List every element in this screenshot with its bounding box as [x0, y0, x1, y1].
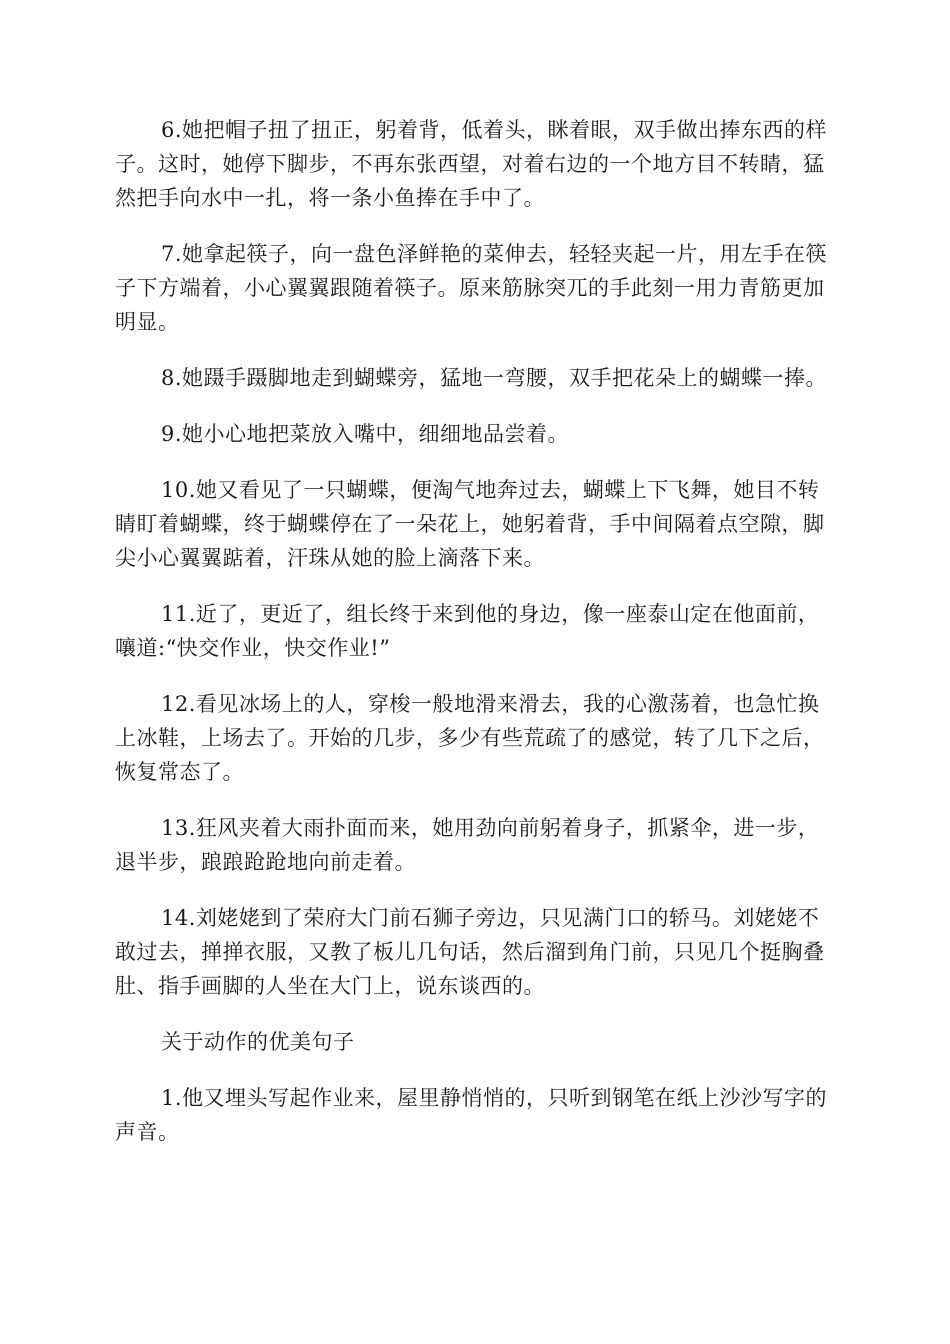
paragraph-14: 14.刘姥姥到了荣府大门前石狮子旁边，只见满门口的轿马。刘姥姥不敢过去，掸掸衣服，又教了板儿几句话，然后溜到角门前，只见几个挺胸叠肚、指手画脚的人坐在大门上，说东谈西的。 — [115, 906, 825, 998]
paragraph-8: 8.她蹑手蹑脚地走到蝴蝶旁，猛地一弯腰，双手把花朵上的蝴蝶一捧。 — [161, 366, 828, 390]
paragraph-11: 11.近了，更近了，组长终于来到他的身边，像一座泰山定在他面前，嚷道:“快交作业，快交作业!” — [115, 602, 820, 660]
paragraph-7: 7.她拿起筷子，向一盘色泽鲜艳的菜伸去，轻轻夹起一片，用左手在筷子下方端着，小心翼翼跟随着筷子。原来筋脉突兀的手此刻一用力青筋更加明显。 — [115, 242, 828, 334]
paragraph-9: 9.她小心地把菜放入嘴中，细细地品尝着。 — [161, 422, 570, 446]
section-heading: 关于动作的优美句子 — [161, 1030, 355, 1054]
paragraph-13: 13.狂风夹着大雨扑面而来，她用劲向前躬着身子，抓紧伞，进一步，退半步，踉踉跄跄地向前走着。 — [115, 816, 820, 874]
paragraph-10: 10.她又看见了一只蝴蝶，便淘气地奔过去，蝴蝶上下飞舞，她目不转睛盯着蝴蝶，终于蝴蝶停在了一朵花上，她躬着背，手中间隔着点空隙，脚尖小心翼翼踮着，汗珠从她的脸上滴落下来。 — [115, 478, 825, 570]
paragraph-12: 12.看见冰场上的人，穿梭一般地滑来滑去，我的心激荡着，也急忙换上冰鞋，上场去了。开始的几步，多少有些荒疏了的感觉，转了几下之后，恢复常态了。 — [115, 692, 825, 784]
paragraph-1: 1.他又埋头写起作业来，屋里静悄悄的，只听到钢笔在纸上沙沙写字的声音。 — [115, 1086, 828, 1144]
paragraph-6: 6.她把帽子扭了扭正，躬着背，低着头，眯着眼，双手做出捧东西的样子。这时，她停下脚步，不再东张西望，对着右边的一个地方目不转睛，猛然把手向水中一扎，将一条小鱼捧在手中了。 — [115, 118, 828, 210]
document-body — [115, 113, 835, 1171]
